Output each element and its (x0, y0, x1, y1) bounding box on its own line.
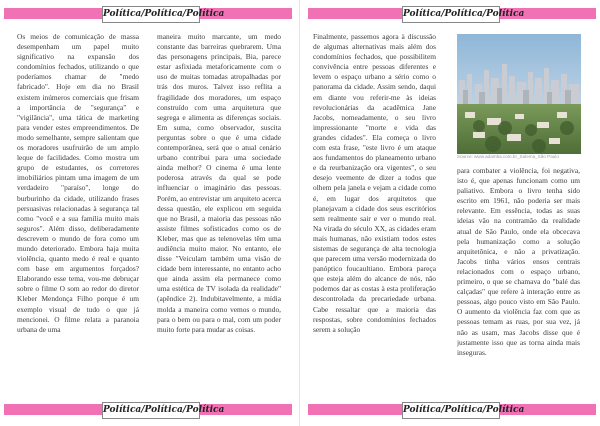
text-column-4 (457, 166, 580, 394)
body-paragraph: Os meios de comunicação de massa desempenham um papel muito significativo na expansão dos condomínios fechados, utilizando o que poderíamos chamar de "medo fabricado". Hoje em dia no Brasil existem inúmeros comerciais que frisam a importância de "segurança" e "vigilância", uma tática de marketing para vender estes empreendimentos. De modo semelhante, sempre salientam que os moradores usufruirão de um amplo leque de facilidades. Como mostra um grupo de estudantes, os corretores imobiliários pintam uma imagem de um verdadeiro "paraíso", longe do burburinho da cidade, utilizando frases persuasivas relacionadas à segurança tal como "você e a sua família muito mais seguros". Além disso, deliberadamente descrevem o mundo de fora como um mundo deteriorado. Embora haja muita violência, quanto medo é real e quanto com base em argumentos forçados? Elaborando esse tema, vou-me debruçar sobre o filme O som ao redor do diretor Kleber Mendonça Filho porque é um exemplo visual de tudo o que já mencionei. O filme relata a paranoia urbana de uma (17, 32, 139, 334)
body-paragraph: para combater a violência, foi negativa, isto é, que apenas funcionam como um paliativo. Embora o livro tenha sido escrito em 1961, não poderia ser mais relevante. Em essência, todas as suas ideias vão na contramão da realidade atual de São Paulo, onde ela obcecava pela humanização como a solução arquitetônica, e não a privatização. Jacobs tinha vários ensos centrais relacionados com o espaço urbano, primeiro, o que se chamava do "balé das calçadas" que refere à interação entre as pessoas, algo pouco visto em São Paulo. O aumento da violência faz com que as pessoas temam as ruas, por sua vez, já não as usam, mas Jacobs disse que é justamente isso que as torna ainda mais inseguras. (457, 166, 580, 357)
text-column-2 (157, 32, 281, 394)
photo-caption: Source: www.adamba.com.br_Salema_São Paulo (457, 154, 559, 159)
page-header-title: Política/Política/Política (102, 6, 200, 23)
body-paragraph: Finalmente, passemos agora à discussão de algumas alternativas mais além dos condomínios fechados, que possibilitem convivência entre pessoas diferentes e levem o espaço urbano a sério como o panorama da cidade. Assim sendo, daqui em diante vou referir-me às ideias revolucionárias da acadêmica Jane Jacobs, nomeadamente, o seu livro impressionante "morte e vida das grandes cidades". Ela começa o livro com esta frase, "este livro é um ataque aos fundamentos do planeamento urbano e da reurbanização ora vigentes", o seu desejo veemente de dizer a todos que olhem pela janela e vejam a cidade como é, em lugar dos arquitetos que planejavam a cidade dos seus escritórios sem realmente sair e ver o mundo real. Na virada do século XX, as cidades eram mais humanas, não existiam todos estes sistemas de segurança de alta tecnologia que parecem uma versão modernizada do panóptico foucaultiano. Embora pareça que esteja além do alcance de nós, não podemos dar as costas à esta proliferação descontrolada da precariedade urbana. Cabe ressaltar que a maioria das respostas, sobre condomínios fechados serem a solução (313, 32, 436, 334)
text-column-3 (313, 32, 436, 394)
page-header-title: Política/Política/Política (402, 6, 500, 23)
text-column-1 (17, 32, 139, 394)
city-photo-illustration (457, 34, 581, 154)
city-skyline-photo (457, 34, 581, 154)
body-paragraph: maneira muito marcante, um medo constante das barreiras quebrarem. Uma das personagens principais, Bia, parece estar asfixiada metaforicamente com o uso de muitas tomadas atropalhadas por trás dos muros. Talvez isso reflita a fragilidade dos moradores, um espaço construído com uma arquitetura que segrega e alimenta as diferenças sociais. Em suma, como observador, suscita perguntas sobre o que é uma cidade contemporânea, será que o atual cenário urbano contribui para uma sociedade ainda melhor? O cinema é uma lente poderosa através da qual se pode influenciar o imaginário das pessoas. Porém, ao entrevistar um arquiteto acerca dessa questão, ele explicou em seguida que no Brasil, a maioria das pessoas não assiste filmes sofisticados como os de Kleber, mas que as telenovelas têm uma audiência muito maior. No entanto, ele disse "Veiculam também uma visão de cidade bem interessante, no entanto acho que ainda assim ela permanece como uma estética de TV isolada da realidade" (apêndice 2). Indubitavelmente, a mídia molda a maneira como vemos o mundo, para o bem ou para o mal, com um poder muito forte para mudar as coisas. (157, 32, 281, 334)
page-footer-title: Política/Política/Política (102, 402, 200, 419)
right-page (300, 0, 600, 426)
page-footer-title: Política/Política/Política (402, 402, 500, 419)
